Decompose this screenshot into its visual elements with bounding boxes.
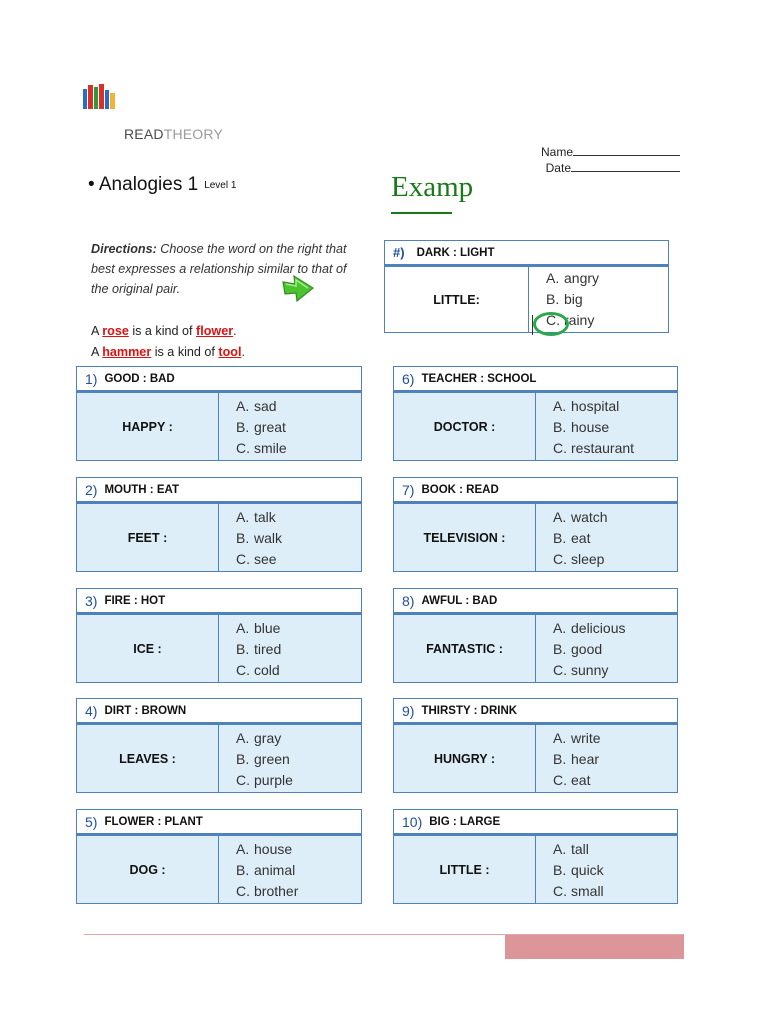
- option[interactable]: A. watch: [553, 509, 608, 525]
- card-body: [77, 725, 361, 792]
- card-header: [77, 589, 361, 615]
- question-number: 10): [402, 813, 423, 830]
- question-card: [393, 588, 678, 683]
- option[interactable]: B. great: [236, 419, 286, 435]
- question-card: [76, 477, 362, 572]
- option[interactable]: C. cold: [236, 662, 280, 678]
- question-number: #): [393, 245, 405, 260]
- option[interactable]: B. quick: [553, 862, 604, 878]
- stem-word: LITTLE :: [394, 836, 536, 903]
- card-header: [77, 810, 361, 836]
- question-card: [76, 588, 362, 683]
- card-header: [394, 810, 677, 836]
- option[interactable]: A. write: [553, 730, 601, 746]
- question-card: [393, 366, 678, 461]
- option[interactable]: C. eat: [553, 772, 591, 788]
- directions-label: Directions:: [91, 242, 157, 256]
- option[interactable]: C. rainy: [546, 312, 595, 328]
- options: [219, 504, 282, 571]
- options: [536, 504, 608, 571]
- option[interactable]: B. animal: [236, 862, 296, 878]
- stem-word: TELEVISION :: [394, 504, 536, 571]
- word-pair: DARK : LIGHT: [416, 246, 495, 259]
- option[interactable]: A. sad: [236, 398, 277, 414]
- option[interactable]: A. house: [236, 841, 293, 857]
- option[interactable]: A. hospital: [553, 398, 620, 414]
- card-header: [77, 699, 361, 725]
- card-body: [77, 615, 361, 682]
- example-sentence: A hammer is a kind of tool.: [91, 345, 246, 359]
- card-header: [385, 241, 668, 267]
- stem-word: HUNGRY :: [394, 725, 536, 792]
- card-body: [77, 836, 361, 903]
- question-card: [393, 477, 678, 572]
- question-number: 7): [402, 481, 415, 498]
- word-pair: MOUTH : EAT: [104, 483, 179, 496]
- word-pair: TEACHER : SCHOOL: [421, 372, 537, 385]
- stem-word: HAPPY :: [77, 393, 219, 460]
- name-date-fields: [510, 144, 680, 176]
- example-sentence: A rose is a kind of flower.: [91, 324, 237, 338]
- card-header: [77, 367, 361, 393]
- options: [536, 725, 601, 792]
- name-label: Name: [540, 145, 573, 159]
- option[interactable]: C. smile: [236, 440, 287, 456]
- options: [219, 725, 293, 792]
- question-card: [76, 809, 362, 904]
- stem-word: DOG :: [77, 836, 219, 903]
- options: [219, 615, 281, 682]
- option[interactable]: A. talk: [236, 509, 276, 525]
- option[interactable]: B. hear: [553, 751, 600, 767]
- option[interactable]: A. gray: [236, 730, 282, 746]
- card-header: [394, 699, 677, 725]
- word-pair: AWFUL : BAD: [421, 594, 498, 607]
- question-number: 4): [85, 702, 98, 719]
- stem-word: FEET :: [77, 504, 219, 571]
- options: [219, 836, 298, 903]
- option[interactable]: A. angry: [546, 270, 600, 286]
- example-underline: [391, 212, 452, 214]
- stem-word: FANTASTIC :: [394, 615, 536, 682]
- example-card: [384, 240, 669, 333]
- option[interactable]: B. tired: [236, 641, 282, 657]
- brand-name: READTHEORY: [124, 126, 223, 142]
- date-line[interactable]: [571, 161, 680, 172]
- name-line[interactable]: [573, 145, 680, 156]
- option[interactable]: A. tall: [553, 841, 589, 857]
- word-pair: BIG : LARGE: [429, 815, 501, 828]
- card-header: [394, 367, 677, 393]
- card-header: [77, 478, 361, 504]
- question-card: [393, 809, 678, 904]
- option[interactable]: B. good: [553, 641, 603, 657]
- date-label: Date: [545, 161, 571, 175]
- books-icon: [83, 83, 117, 111]
- word-pair: GOOD : BAD: [104, 372, 175, 385]
- directions-text: Choose the word on the right that best expresses a relationship similar to that of the original pair.: [91, 242, 347, 296]
- card-body: [77, 393, 361, 460]
- question-number: 1): [85, 370, 98, 387]
- question-card: [76, 698, 362, 793]
- question-number: 5): [85, 813, 98, 830]
- card-body: [394, 504, 677, 571]
- card-header: [394, 478, 677, 504]
- question-card: [393, 698, 678, 793]
- question-number: 3): [85, 592, 98, 609]
- option[interactable]: C. sunny: [553, 662, 609, 678]
- question-number: 9): [402, 702, 415, 719]
- word-pair: THIRSTY : DRINK: [421, 704, 518, 717]
- stem-word: LITTLE:: [385, 267, 529, 332]
- green-arrow-icon: [280, 272, 316, 304]
- options: [536, 393, 634, 460]
- option[interactable]: B. green: [236, 751, 290, 767]
- word-pair: FIRE : HOT: [104, 594, 166, 607]
- word-pair: DIRT : BROWN: [104, 704, 187, 717]
- options: [219, 393, 287, 460]
- card-body: [385, 267, 668, 332]
- card-body: [394, 836, 677, 903]
- word-pair: BOOK : READ: [421, 483, 499, 496]
- level-label: Level 1: [204, 180, 237, 191]
- question-number: 6): [402, 370, 415, 387]
- option[interactable]: C. purple: [236, 772, 293, 788]
- option[interactable]: B. big: [546, 291, 583, 307]
- example-heading: Examp: [391, 171, 474, 203]
- option[interactable]: C. brother: [236, 883, 299, 899]
- option[interactable]: C. restaurant: [553, 440, 635, 456]
- option[interactable]: B. walk: [236, 530, 283, 546]
- card-body: [77, 504, 361, 571]
- option[interactable]: A. blue: [236, 620, 281, 636]
- stem-word: DOCTOR :: [394, 393, 536, 460]
- footer-bar: [505, 935, 684, 959]
- stem-word: ICE :: [77, 615, 219, 682]
- option[interactable]: C. see: [236, 551, 277, 567]
- option[interactable]: C. small: [553, 883, 604, 899]
- option[interactable]: B. eat: [553, 530, 591, 546]
- option[interactable]: B. house: [553, 419, 610, 435]
- question-number: 2): [85, 481, 98, 498]
- card-body: [394, 393, 677, 460]
- stem-word: LEAVES :: [77, 725, 219, 792]
- card-body: [394, 615, 677, 682]
- option[interactable]: C. sleep: [553, 551, 605, 567]
- option[interactable]: A. delicious: [553, 620, 626, 636]
- word-pair: FLOWER : PLANT: [104, 815, 203, 828]
- question-card: [76, 366, 362, 461]
- question-number: 8): [402, 592, 415, 609]
- card-header: [394, 589, 677, 615]
- answer-circle-icon: [533, 312, 569, 336]
- worksheet-title: • Analogies 1 Level 1: [88, 174, 237, 195]
- card-body: [394, 725, 677, 792]
- options: [536, 836, 604, 903]
- options: [536, 615, 625, 682]
